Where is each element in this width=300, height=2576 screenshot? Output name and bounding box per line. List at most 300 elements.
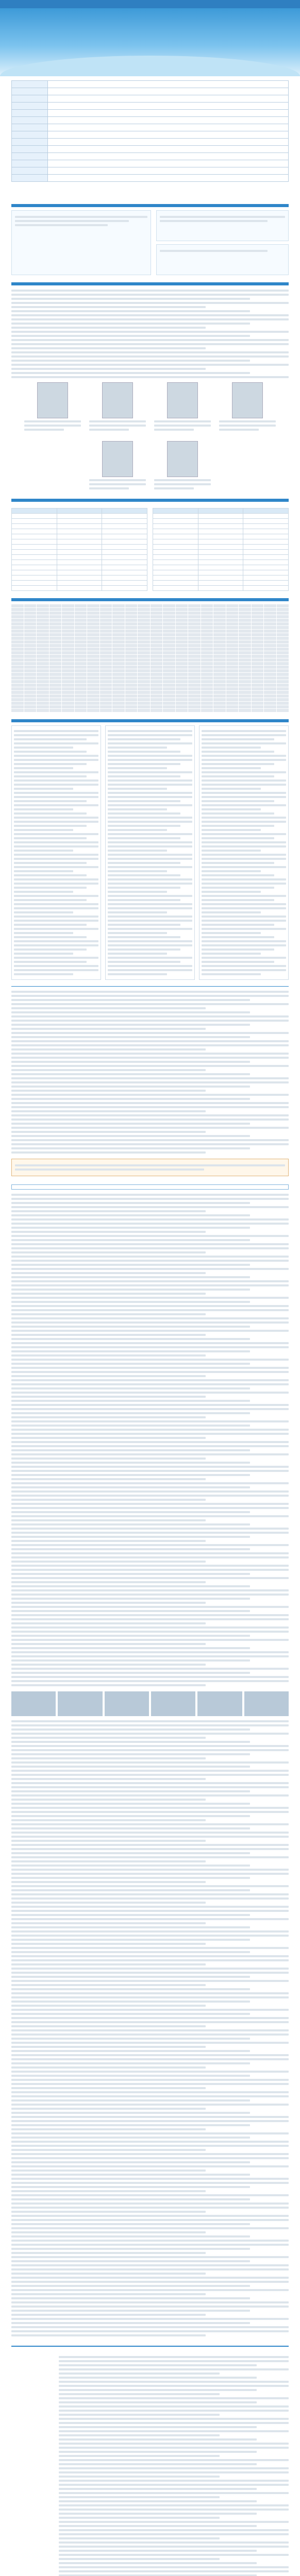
table-cell (57, 539, 102, 544)
grid-cell (100, 630, 112, 633)
grid-cell (176, 684, 188, 687)
text-line (108, 944, 192, 946)
grid-cell (264, 622, 276, 625)
text-line (14, 916, 98, 918)
text-line (11, 2289, 289, 2291)
text-line (11, 1032, 289, 1034)
text-line (11, 2083, 289, 2085)
table-row (12, 565, 147, 570)
text-line (14, 858, 98, 860)
text-line (11, 2025, 206, 2027)
grid-cell (138, 694, 150, 698)
grid-cell (176, 709, 188, 712)
text-line (108, 742, 192, 744)
text-line (11, 1873, 289, 1875)
grid-cell (125, 633, 138, 636)
text-line (11, 2248, 250, 2250)
grid-cell (37, 694, 49, 698)
text-line (11, 1251, 206, 1253)
text-line (14, 796, 98, 798)
text-line (154, 483, 211, 485)
paragraph-block (11, 1194, 289, 1686)
profile-card (154, 382, 211, 433)
grid-cell (125, 615, 138, 618)
grid-cell (163, 680, 175, 683)
grid-cell (213, 648, 226, 651)
text-line (202, 973, 261, 975)
text-line (14, 899, 87, 901)
grid-cell (213, 662, 226, 665)
text-line (11, 1106, 289, 1108)
text-line (11, 1922, 206, 1924)
grid-cell (138, 669, 150, 672)
grid-cell (24, 604, 37, 607)
info-value (48, 160, 289, 167)
text-line (14, 862, 87, 864)
table-cell (153, 570, 198, 575)
text-line (11, 1626, 289, 1629)
grid-cell (100, 705, 112, 708)
grid-cell (252, 658, 264, 662)
text-line (14, 755, 98, 757)
grid-cell (24, 680, 37, 683)
grid-cell (37, 633, 49, 636)
text-line (108, 792, 192, 794)
table-cell (243, 539, 289, 544)
grid-cell (37, 612, 49, 615)
grid-cell (201, 705, 213, 708)
profile-photo (167, 382, 198, 418)
text-line (202, 928, 286, 930)
grid-cell (264, 662, 276, 665)
grid-cell (37, 666, 49, 669)
paragraph-block (11, 1720, 289, 2336)
grid-cell (201, 691, 213, 694)
text-line (11, 2091, 289, 2093)
grid-cell (176, 687, 188, 690)
grid-cell (188, 604, 201, 607)
text-line (11, 1720, 289, 1722)
grid-cell (100, 640, 112, 643)
table-cell (198, 529, 243, 534)
text-line (11, 1836, 289, 1838)
grid-cell (75, 673, 87, 676)
grid-cell (138, 673, 150, 676)
text-line (14, 771, 98, 773)
grid-cell (37, 702, 49, 705)
grid-cell (151, 622, 163, 625)
grid-cell (49, 604, 62, 607)
grid-cell (62, 666, 74, 669)
text-line (11, 1540, 206, 1542)
text-line (11, 1992, 289, 1994)
text-line (11, 1194, 289, 1196)
grid-cell (277, 680, 289, 683)
grid-cell (264, 640, 276, 643)
text-line (59, 2385, 289, 2387)
grid-cell (252, 612, 264, 615)
grid-cell (213, 676, 226, 680)
text-line (11, 1753, 250, 1755)
table-cell (102, 575, 147, 580)
text-line (160, 216, 285, 218)
grid-cell (239, 702, 251, 705)
table-cell (198, 575, 243, 580)
text-line (11, 2334, 206, 2336)
grid-cell (112, 655, 125, 658)
grid-cell (75, 619, 87, 622)
text-line (11, 2186, 250, 2188)
text-line (11, 2182, 289, 2184)
grid-cell (37, 691, 49, 694)
grid-cell (188, 691, 201, 694)
text-line (11, 1523, 250, 1526)
grid-cell (24, 648, 37, 651)
grid-cell (24, 662, 37, 665)
text-line (11, 2273, 206, 2275)
text-line (202, 940, 286, 942)
grid-cell (239, 687, 251, 690)
grid-cell (252, 619, 264, 622)
text-line (11, 1577, 289, 1579)
text-line (11, 1231, 206, 1233)
text-line (11, 1474, 250, 1476)
grid-cell (239, 640, 251, 643)
text-line (14, 747, 73, 749)
text-line (14, 936, 87, 938)
text-line (11, 1003, 289, 1005)
profile-photo (167, 441, 198, 477)
info-row (12, 88, 289, 95)
text-line (59, 2562, 257, 2564)
text-line (11, 2128, 206, 2130)
article-column (199, 725, 289, 980)
text-line (11, 1470, 289, 1472)
grid-cell (252, 684, 264, 687)
text-line (11, 306, 206, 308)
text-line (11, 1412, 250, 1414)
grid-cell (213, 694, 226, 698)
table-cell (12, 508, 57, 513)
text-line (59, 2541, 289, 2544)
grid-cell (188, 658, 201, 662)
grid-cell (176, 658, 188, 662)
grid-cell (226, 644, 239, 647)
grid-cell (100, 698, 112, 701)
text-line (108, 887, 180, 889)
grid-cell (11, 615, 24, 618)
table-cell (102, 570, 147, 575)
grid-cell (138, 676, 150, 680)
grid-cell (24, 630, 37, 633)
grid-cell (176, 702, 188, 705)
grid-cell (264, 626, 276, 629)
text-line (11, 2071, 289, 2073)
table-cell (153, 580, 198, 585)
text-line (11, 2268, 289, 2270)
text-line (11, 2013, 250, 2015)
text-line (11, 2207, 289, 2209)
grid-cell (37, 622, 49, 625)
text-line (59, 2533, 289, 2535)
text-line (108, 837, 180, 839)
table-row (12, 549, 147, 554)
text-line (11, 1655, 289, 1657)
text-line (11, 1548, 250, 1550)
grid-cell (37, 687, 49, 690)
grid-cell (49, 673, 62, 676)
grid-cell (176, 680, 188, 683)
grid-cell (277, 612, 289, 615)
text-line (11, 1869, 289, 1871)
grid-cell (49, 655, 62, 658)
text-line (11, 1556, 289, 1558)
grid-cell (213, 630, 226, 633)
table-cell (12, 549, 57, 554)
text-line (59, 2360, 289, 2362)
grid-cell (239, 694, 251, 698)
info-value (48, 110, 289, 117)
info-value (48, 167, 289, 175)
grid-cell (264, 630, 276, 633)
grid-cell (163, 705, 175, 708)
text-line (108, 784, 192, 786)
text-line (202, 953, 261, 955)
text-line (11, 1437, 206, 1439)
text-line (11, 1297, 289, 1299)
article-columns (11, 725, 289, 980)
grid-cell (252, 626, 264, 629)
text-line (202, 751, 274, 753)
grid-cell (62, 622, 74, 625)
data-table (153, 508, 289, 591)
grid-cell (49, 608, 62, 611)
grid-cell (37, 604, 49, 607)
photo (58, 1691, 102, 1716)
grid-cell (75, 608, 87, 611)
grid-cell (163, 630, 175, 633)
text-line (202, 738, 274, 740)
table-cell (102, 549, 147, 554)
text-line (11, 1015, 289, 1018)
info-value (48, 139, 289, 146)
text-line (11, 1606, 289, 1608)
text-line (202, 817, 286, 819)
grid-cell (112, 640, 125, 643)
text-line (11, 2145, 289, 2147)
text-line (11, 1309, 289, 1311)
text-line (11, 1305, 289, 1307)
text-line (11, 1289, 250, 1291)
text-line (11, 1737, 206, 1739)
text-line (108, 755, 192, 757)
text-line (89, 487, 129, 489)
grid-cell (138, 648, 150, 651)
text-line (219, 425, 276, 427)
grid-cell (125, 709, 138, 712)
text-line (108, 800, 180, 802)
text-line (11, 1532, 289, 1534)
grid-cell (163, 637, 175, 640)
grid-cell (75, 604, 87, 607)
grid-cell (213, 705, 226, 708)
grid-cell (151, 648, 163, 651)
text-line (202, 771, 286, 773)
text-line (11, 1844, 289, 1846)
text-line (11, 1680, 289, 1682)
grid-cell (24, 619, 37, 622)
grid-cell (264, 694, 276, 698)
grid-cell (277, 698, 289, 701)
grid-cell (188, 608, 201, 611)
grid-cell (24, 709, 37, 712)
text-line (11, 323, 250, 325)
text-line (11, 1902, 206, 1904)
grid-cell (176, 615, 188, 618)
text-line (202, 742, 286, 744)
grid-cell (24, 658, 37, 662)
grid-cell (226, 673, 239, 676)
grid-cell (87, 626, 99, 629)
grid-cell (277, 705, 289, 708)
grid-cell (49, 698, 62, 701)
text-line (108, 920, 192, 922)
grid-cell (37, 669, 49, 672)
grid-cell (252, 630, 264, 633)
text-line (11, 2190, 206, 2192)
table-row (153, 518, 289, 523)
grid-cell (100, 680, 112, 683)
grid-cell (277, 637, 289, 640)
text-line (202, 887, 274, 889)
text-line (202, 878, 286, 880)
table-cell (243, 585, 289, 590)
text-line (11, 1280, 289, 1282)
text-line (11, 327, 206, 329)
grid-cell (201, 669, 213, 672)
grid-cell (277, 658, 289, 662)
text-line (11, 351, 289, 353)
text-line (14, 866, 98, 868)
grid-cell (239, 651, 251, 654)
grid-cell (37, 705, 49, 708)
table-row (12, 554, 147, 560)
grid-cell (264, 684, 276, 687)
text-line (14, 887, 87, 889)
grid-cell (176, 633, 188, 636)
grid-cell (75, 684, 87, 687)
grid-cell (213, 666, 226, 669)
grid-cell (252, 680, 264, 683)
grid-cell (11, 622, 24, 625)
text-line (11, 1114, 289, 1116)
grid-cell (163, 662, 175, 665)
text-line (59, 2480, 289, 2482)
text-line (59, 2368, 289, 2370)
text-line (108, 969, 192, 971)
table-row (12, 523, 147, 529)
text-line (202, 833, 286, 835)
text-line (15, 224, 108, 226)
table-cell (57, 560, 102, 565)
text-line (11, 1094, 289, 1096)
grid-cell (201, 662, 213, 665)
grid-cell (125, 622, 138, 625)
text-line (11, 1214, 250, 1216)
text-line (59, 2459, 289, 2461)
text-line (11, 1815, 250, 1817)
text-line (11, 1511, 250, 1513)
text-line (11, 1276, 250, 1278)
grid-cell (138, 666, 150, 669)
text-line (24, 420, 81, 422)
grid-cell (11, 666, 24, 669)
grid-cell (226, 604, 239, 607)
grid-cell (213, 615, 226, 618)
table-cell (198, 560, 243, 565)
text-line (11, 1334, 206, 1336)
grid-cell (213, 644, 226, 647)
text-line (59, 2566, 289, 2568)
grid-cell (37, 630, 49, 633)
text-line (11, 2042, 289, 2044)
text-line (154, 429, 194, 431)
text-line (202, 812, 274, 815)
grid-cell (11, 684, 24, 687)
grid-cell (264, 658, 276, 662)
grid-cell (239, 622, 251, 625)
grid-cell (151, 666, 163, 669)
grid-cell (252, 687, 264, 690)
text-line (11, 1614, 289, 1616)
grid-cell (151, 615, 163, 618)
grid-cell (277, 644, 289, 647)
text-line (11, 2202, 289, 2205)
text-line (14, 973, 73, 975)
grid-cell (87, 630, 99, 633)
text-line (108, 775, 180, 777)
grid-cell (151, 705, 163, 708)
grid-cell (75, 648, 87, 651)
grid-cell (125, 705, 138, 708)
info-key (12, 146, 48, 153)
grid-cell (87, 604, 99, 607)
table-cell (198, 549, 243, 554)
banner-illustration (0, 56, 300, 76)
text-line (160, 220, 268, 222)
grid-cell (201, 640, 213, 643)
table-cell (57, 518, 102, 523)
text-line (108, 850, 167, 852)
grid-cell (75, 637, 87, 640)
grid-cell (62, 608, 74, 611)
text-line (202, 837, 274, 839)
essay-body (59, 2352, 289, 2576)
grid-cell (62, 691, 74, 694)
text-line (202, 895, 286, 897)
summary-right-column (156, 210, 289, 275)
grid-cell (188, 622, 201, 625)
grid-cell (252, 615, 264, 618)
grid-cell (277, 694, 289, 698)
grid-cell (188, 702, 201, 705)
grid-cell (112, 626, 125, 629)
text-line (11, 372, 250, 374)
grid-cell (213, 655, 226, 658)
text-line (11, 1676, 289, 1678)
text-line (11, 2046, 206, 2048)
text-line (11, 2211, 206, 2213)
